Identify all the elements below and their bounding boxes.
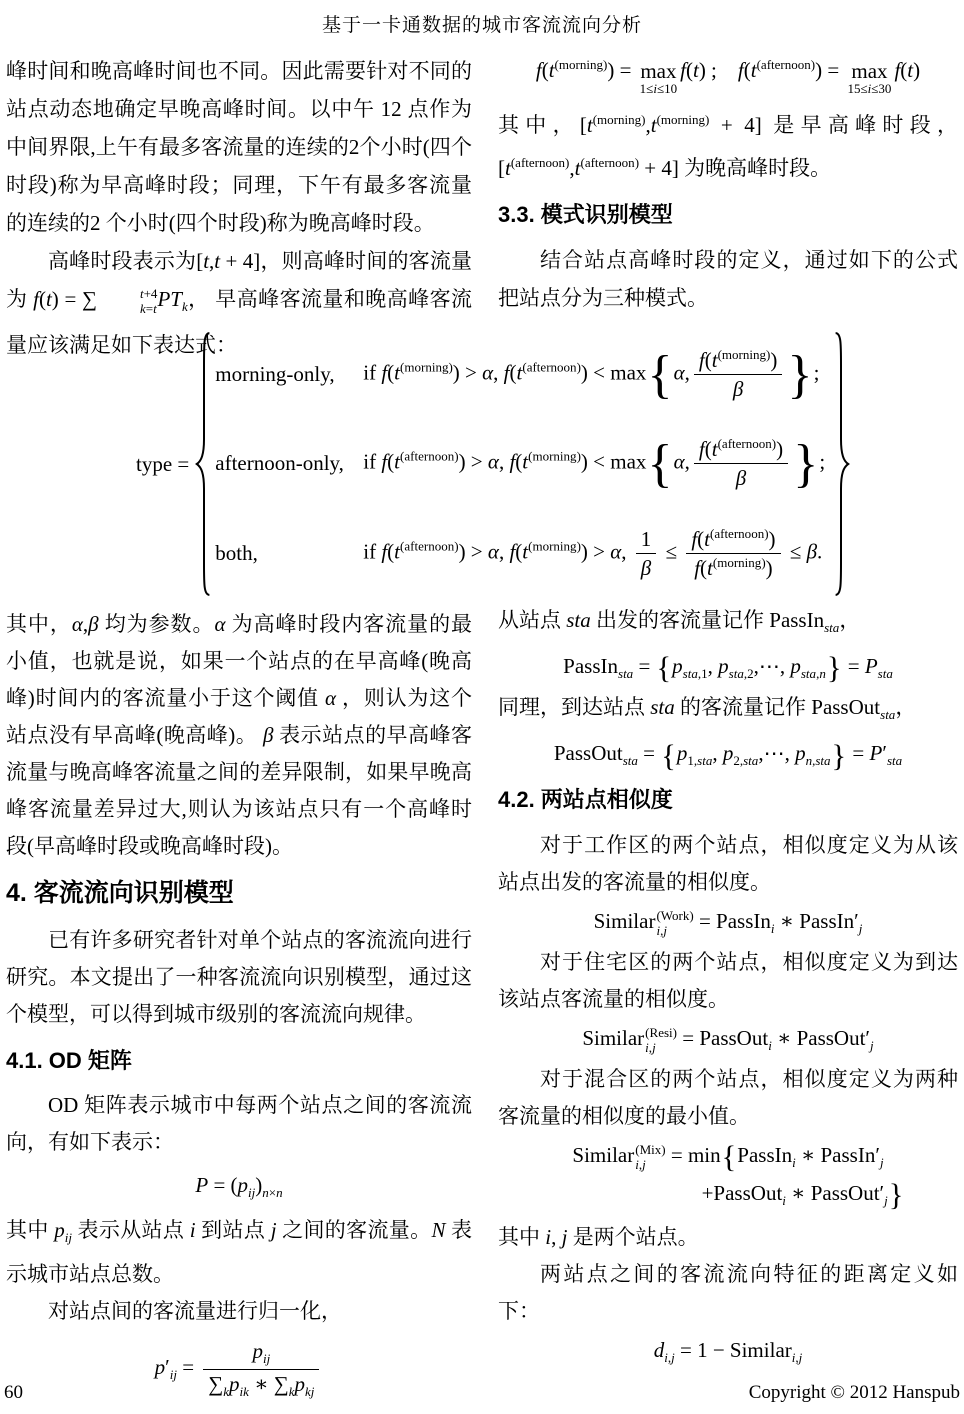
equation-similar-work: Similar (Work) i,j = PassIn$_i$ ∗ $PassIn'_j$ [593,908,863,939]
paragraph-peak-time-intro: 峰时间和晚高峰时间也不同。因此需要针对不同的站点动态地确定早晚高峰时间。以中午 12 点作为中间界限,上午有最多客流量的连续的2个小时(四个时段)称为早高峰时段；同理，下午有最多客流量的连续的2 个小时(四个时段)称为晚高峰时段。 [6,59,472,235]
case-condition: if $f(t^{(afternoon)}) > \alpha$, $f(t^{(morning)}) < \max\{\alpha$, $\frac{f(t^{(afternoon)})}{\beta}$ }; [363,434,826,493]
paragraph-alpha-beta-params: 其中，α,β 均为参数。α 为高峰时段内客流量的最小值，也就是说，如果一个站点的在早高峰(晚高峰)时间内的客流量小于这个阈值 α ，则认为这个站点没有早高峰(晚高峰)。 β 表示站点的早高峰客流量与晚高峰客流量之间的差异限制，如果早晚高峰客流量差异过大,则认为该站点只有一个高峰时段(早高峰时段或晚高峰时段)。 [6,612,473,858]
equation-od-matrix: $P = (p_{ij})_{n\times n}$ [195,1173,283,1201]
paragraph-pattern-model-intro: 结合站点高峰时段的定义，通过如下的公式把站点分为三种模式。 [498,248,958,311]
case-label: both, [215,540,258,565]
paragraph-flow-model-intro: 已有许多研究者针对单个站点的客流流向进行研究。本文提出了一种客流流向识别模型，通过这个模型，可以得到城市级别的客流流向规律。 [6,927,472,1026]
equation-normalized-flow: $p'_{ij}$ = $\frac{p_{ij}}{\sum_kp_{ik} ∗ \sum_kp_{kj}}$ [6,1338,472,1400]
page-number: 60 [4,1382,23,1403]
equation-similar-resi: Similar (Resi) i,j = PassOut$_i$ ∗ $PassOut'_j$ [582,1025,874,1056]
left-column-bottom [6,606,472,1408]
left-column-top [6,52,472,364]
equation-peak-flow-max: $f(t^{(morning)})$ = max 1≤i≤10 f(t) ; $f(t^{(afternoon)})$ = max 15≤i≤30 f(t) [535,57,921,96]
right-column-bottom [498,602,958,1373]
equation-similar-mix-line1: Similar (Mix) i,j = min{PassIn$_i$ ∗ $PassIn'_j$ [572,1140,884,1175]
paragraph-resi-similarity-intro: 对于住宅区的两个站点，相似度定义为到达该站点客流量的相似度。 [498,949,958,1011]
paragraph-passin-intro: 从站点 sta 出发的客流量记作 PassIn$_{sta}$， [498,608,861,636]
paragraph-od-matrix-intro: OD 矩阵表示城市中每两个站点之间的客流流向，有如下表示： [6,1093,472,1155]
paragraph-work-similarity-intro: 对于工作区的两个站点，相似度定义为从该站点出发的客流量的相似度。 [498,832,958,894]
equation-passin: PassIn$_{sta}$ = {$p_{sta,1}$, $p_{sta,2},\cdots$, $p_{sta,n}\} = P_{sta}$ [563,651,893,686]
copyright-notice: Copyright © 2012 Hanspub [748,1382,960,1403]
paragraph-mix-similarity-intro: 对于混合区的两个站点，相似度定义为两种客流量的相似度的最小值。 [498,1066,958,1128]
running-head-title: 基于一卡通数据的城市客流流向分析 [321,15,642,36]
right-curly-brace [832,330,850,598]
equation-lhs: type = [136,451,190,476]
section-heading-4-2: 4.2. 两站点相似度 [498,787,673,813]
case-condition: if $f(t^{(morning)}) > \alpha$, $f(t^{(afternoon)}) < \max\{\alpha$, $\frac{f(t^{(morning)})}{\beta}$ }; [363,345,820,404]
paragraph-normalization-intro: 对站点间的客流量进行归一化， [48,1299,342,1324]
case-morning-only [215,330,830,419]
equation-passout: PassOut$_{sta}$ = {$p_{1,sta}$, $p_{2,sta},\cdots$, $p_{n,sta}\} = P'_{sta}$ [553,738,903,773]
section-heading-4-1: 4.1. OD 矩阵 [6,1047,132,1073]
section-heading-3-3: 3.3. 模式识别模型 [498,201,673,227]
paragraph-ij-note: 其中 i, j 是两个站点。 [498,1224,699,1249]
case-label: afternoon-only, [215,451,344,476]
case-condition: if $f(t^{(afternoon)}) > \alpha$, $f(t^{(morning)}) > \alpha$, $\frac{1}{\beta}$ ≤ $\frac{f(t^{(afternoon)})}{f(t^{(morning)})}$ ≤ β. [363,525,823,580]
equation-station-type-classification [136,330,850,598]
paragraph-peak-window-definition: 高峰时段表示为[t,t + 4]，则高峰时间的客流量为 f(t) = ∑ t+4 k=t $PT_k$， 早高峰客流量和晚高峰客流量应该满足如下表达式： [6,249,473,358]
paragraph-peak-interval-note: 其中，$[t^{(morning)},t^{(morning)} + 4]$ 是早高峰时段，$[t^{(afternoon)},t^{(afternoon)} + 4]$ 为晚高峰时段。 [498,111,959,180]
case-afternoon-only [215,419,830,508]
right-column-top [498,50,958,317]
equation-distance: $d_{i,j} = 1$ − Similar$_{i,j}$ [653,1337,803,1365]
paragraph-passout-intro: 同理，到达站点 sta 的客流量记作 PassOut$_{sta}$， [498,695,917,723]
equation-similar-mix-line2: +PassOut$_i$ ∗ $PassOut'_j$} [701,1178,904,1213]
left-curly-brace [195,330,213,598]
paragraph-distance-intro: 两站点之间的客流流向特征的距离定义如下： [498,1261,958,1323]
paragraph-pij-definition: 其中 $p_{ij}$ 表示从站点 i 到站点 j 之间的客流量。N 表示城市站点总数。 [6,1218,473,1287]
section-heading-4: 4. 客流流向识别模型 [6,879,234,907]
classification-cases [213,330,832,598]
case-label: morning-only, [215,362,335,387]
case-both [215,509,830,598]
